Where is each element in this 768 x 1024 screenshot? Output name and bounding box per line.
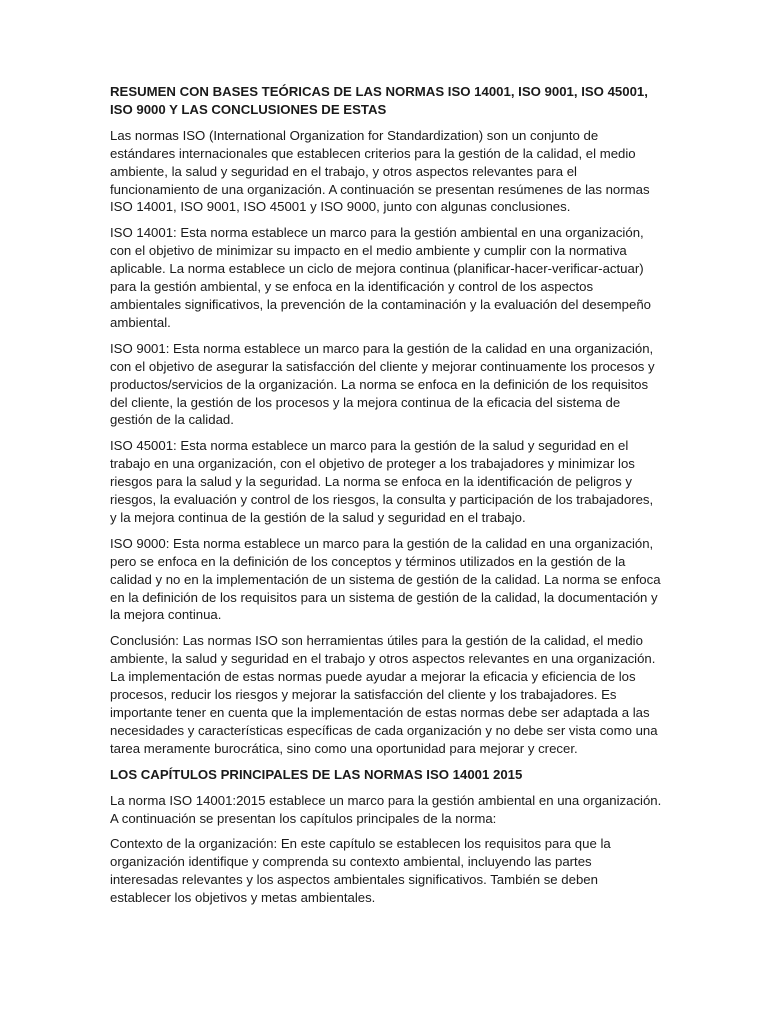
document-title: RESUMEN CON BASES TEÓRICAS DE LAS NORMAS ISO 14001, ISO 9001, ISO 45001, ISO 9000 Y LAS CONCLUSIONES DE ESTAS <box>110 84 648 117</box>
iso14001-paragraph: ISO 14001: Esta norma establece un marco para la gestión ambiental en una organización, con el objetivo de minimizar su impacto en el medio ambiente y cumplir con la normativa aplicable. La norma establece un ciclo de mejora continua (planificar-hacer-verificar-actuar) para la gestión ambiental, y se enfoca en la identificación y control de los aspectos ambientales significativos, la prevención de la contaminación y la evaluación del desempeño ambiental. <box>110 225 652 330</box>
iso9000-paragraph: ISO 9000: Esta norma establece un marco para la gestión de la calidad en una organización, pero se enfoca en la definición de los conceptos y términos utilizados en la gestión de la calidad y no en la implementación de un sistema de gestión de la calidad. La norma se enfoca en la definición de los requisitos para un sistema de gestión de la calidad, la documentación y la mejora continua. <box>110 535 661 623</box>
intro-paragraph: Las normas ISO (International Organization for Standardization) son un conjunto de estándares internacionales que establecen criterios para la gestión de la calidad, el medio ambiente, la salud y seguridad en el trabajo, y otros aspectos relevantes para el funcionamiento de una organización. A continuación se presentan resúmenes de las normas ISO 14001, ISO 9001, ISO 45001 y ISO 9000, junto con algunas conclusiones. <box>110 127 650 215</box>
iso45001-paragraph: ISO 45001: Esta norma establece un marco para la gestión de la salud y seguridad en el trabajo en una organización, con el objetivo de proteger a los trabajadores y minimizar los riesgos para la salud y la seguridad. La norma se enfoca en la identificación de peligros y riesgos, la evaluación y control de los riesgos, la consulta y participación de los trabajadores, y la mejora continua de la gestión de la salud y seguridad en el trabajo. <box>110 438 654 525</box>
chapters-heading: LOS CAPÍTULOS PRINCIPALES DE LAS NORMAS ISO 14001 2015 <box>110 766 523 782</box>
document-page <box>110 83 662 915</box>
context-paragraph: Contexto de la organización: En este capítulo se establecen los requisitos para que la organización identifique y comprenda su contexto ambiental, incluyendo las partes interesadas relevantes y los aspectos ambientales significativos. También se deben establecer los objetivos y metas ambientales. <box>110 836 611 906</box>
iso9001-paragraph: ISO 9001: Esta norma establece un marco para la gestión de la calidad en una organización, con el objetivo de asegurar la satisfacción del cliente y mejorar continuamente los procesos y productos/servicios de la organización. La norma se enfoca en la definición de los requisitos del cliente, la gestión de los procesos y la mejora continua de la eficacia del sistema de gestión de la calidad. <box>110 340 655 428</box>
chapters-intro-paragraph: La norma ISO 14001:2015 establece un marco para la gestión ambiental en una organización. A continuación se presentan los capítulos principales de la norma: <box>110 792 662 826</box>
conclusion-paragraph: Conclusión: Las normas ISO son herramientas útiles para la gestión de la calidad, el medio ambiente, la salud y seguridad en el trabajo y otros aspectos relevantes en una organización. La implementación de estas normas puede ayudar a mejorar la eficacia y eficiencia de los procesos, reducir los riesgos y mejorar la satisfacción del cliente y los trabajadores. Es importante tener en cuenta que la implementación de estas normas debe ser adaptada a las necesidades y características específicas de cada organización y no debe ser vista como una tarea meramente burocrática, sino como una oportunidad para mejorar y crecer. <box>110 633 658 756</box>
